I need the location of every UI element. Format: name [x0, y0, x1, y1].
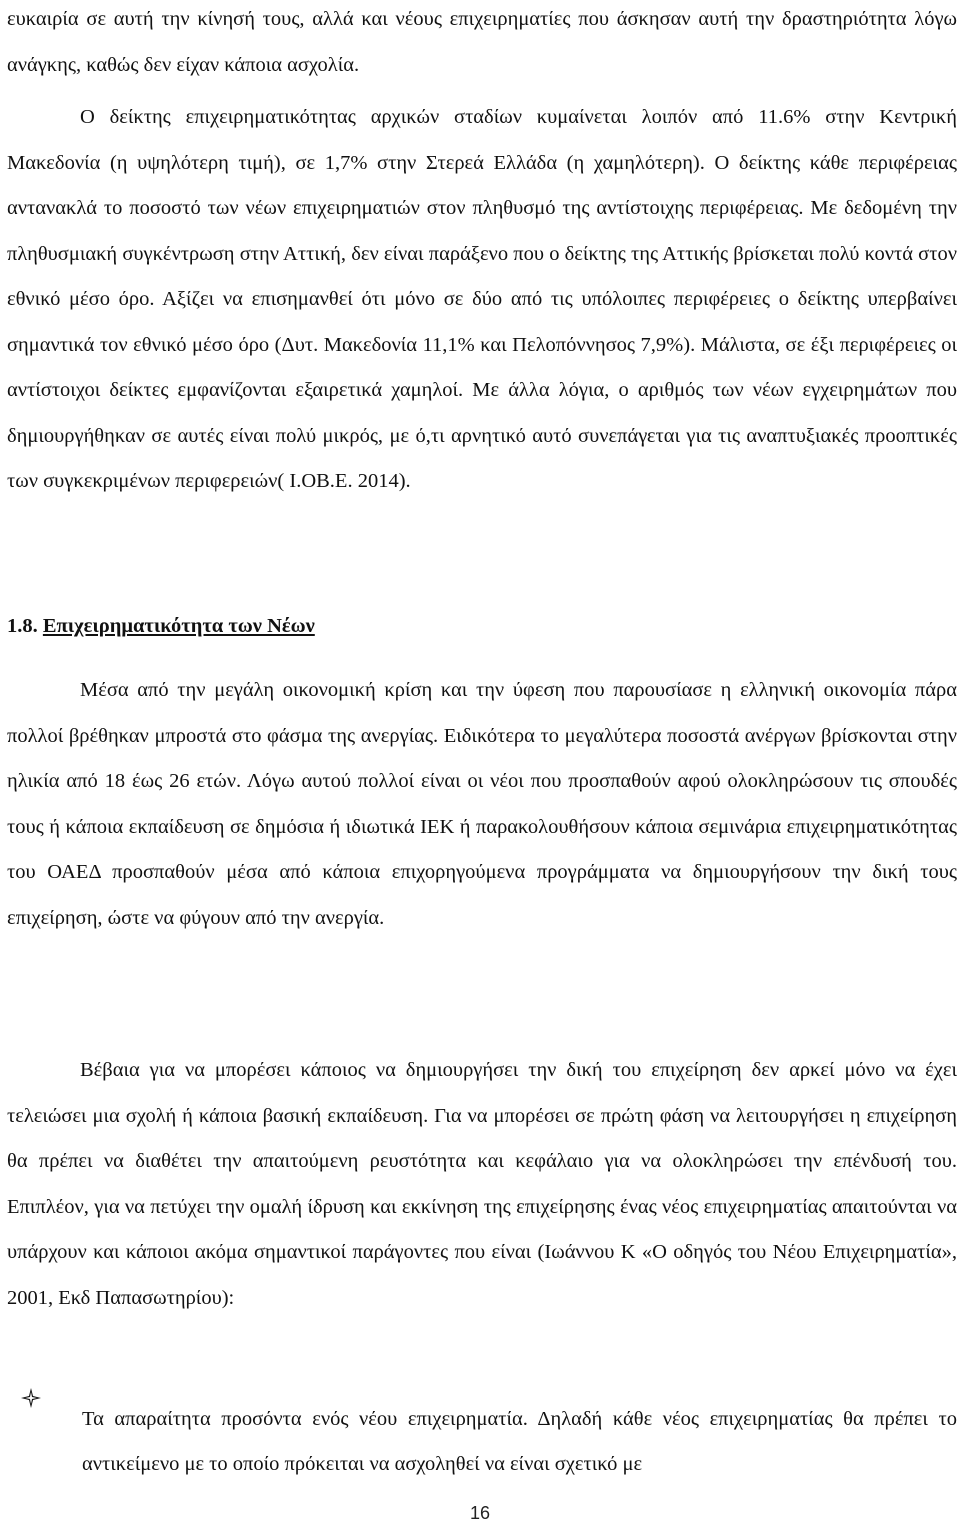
- paragraph-business-requirements: Βέβαια για να μπορέσει κάποιος να δημιουργήσει την δική του επιχείρηση δεν αρκεί μόνο να έχει τελειώσει μια σχολή ή κάποια βασική εκπαίδευση. Για να μπορέσει σε πρώτη φάση να λειτουργήσει η επιχείρηση θα πρέπει να διαθέτει την απαιτούμενη ρευστότητα και κεφάλαιο για να ολοκληρώσει την επένδυσή του. Επιπλέον, για να πετύχει την ομαλή ίδρυση και εκκίνηση της επιχείρησης ένας νέος επιχειρηματίας απαιτούνται να υπάρχουν και κάποιοι ακόμα σημαντικοί παράγοντες που είναι (Ιωάννου Κ «Ο οδηγός του Νέου Επιχειρηματία», 2001, Εκδ Παπασωτηρίου):: [7, 1059, 957, 1309]
- page-number: 16: [469, 1503, 491, 1523]
- bullet-text: Τα απαραίτητα προσόντα ενός νέου επιχειρηματία. Δηλαδή κάθε νέος επιχειρηματίας θα πρέπει το αντικείμενο με το οποίο πρόκειται να ασχοληθεί να είναι σχετικό με: [82, 1407, 957, 1475]
- bullet-item: [7, 1376, 957, 1508]
- paragraph-regional-index: Ο δείκτης επιχειρηματικότητας αρχικών σταδίων κυμαίνεται λοιπόν από 11.6% στην Κεντρική Μακεδονία (η υψηλότερη τιμή), σε 1,7% στην Στερεά Ελλάδα (η χαμηλότερη). Ο δείκτης κάθε περιφέρειας αντανακλά το ποσοστό των νέων επιχειρηματιών στον πληθυσμό της αντίστοιχης περιφέρειας. Με δεδομένη την πληθυσμιακή συγκέντρωση στην Αττική, δεν είναι παράξενο που ο δείκτης της Αττικής βρίσκεται πολύ κοντά στον εθνικό μέσο όρο. Αξίζει να επισημανθεί ότι μόνο σε δύο από τις υπόλοιπες περιφέρειες ο δείκτης υπερβαίνει σημαντικά τον εθνικό μέσο όρο (Δυτ. Μακεδονία 11,1% και Πελοπόννησος 7,9%). Μάλιστα, σε έξι περιφέρειες οι αντίστοιχοι δείκτες εμφανίζονται εξαιρετικά χαμηλοί. Με άλλα λόγια, ο αριθμός των νέων εγχειρημάτων που δημιουργήθηκαν σε αυτές είναι πολύ μικρός, με ό,τι αρνητικό αυτό συνεπάγεται για τις αναπτυξιακές προοπτικές των συγκεκριμένων περιφερειών( Ι.ΟΒ.Ε. 2014).: [7, 106, 957, 492]
- section-heading: [7, 604, 315, 649]
- diamond-bullet-icon: [21, 1388, 41, 1408]
- section-number: 1.8.: [7, 615, 38, 637]
- section-title: Επιχειρηματικότητα των Νέων: [42, 615, 315, 637]
- paragraph-youth-unemployment: Μέσα από την μεγάλη οικονομική κρίση και την ύφεση που παρουσίασε η ελληνική οικονομία πάρα πολλοί βρέθηκαν μπροστά στο φάσμα της ανεργίας. Ειδικότερα το μεγαλύτερα ποσοστά ανέργων βρίσκονται στην ηλικία από 18 έως 26 ετών. Λόγω αυτού πολλοί είναι οι νέοι που προσπαθούν αφού ολοκληρώσουν τις σπουδές τους ή κάποια εκπαίδευση σε δημόσια ή ιδιωτικά ΙΕΚ ή παρακολουθήσουν κάποια σεμινάρια επιχειρηματικότητας του ΟΑΕΔ προσπαθούν μέσα από κάποια επιχορηγούμενα προγράμματα να δημιουργήσουν την δική τους επιχείρηση, ώστε να φύγουν από την ανεργία.: [7, 679, 957, 929]
- paragraph-continuation: ευκαιρία σε αυτή την κίνησή τους, αλλά και νέους επιχειρηματίες που άσκησαν αυτή την δραστηριότητα λόγω ανάγκης, καθώς δεν είχαν κάποια ασχολία.: [7, 8, 957, 76]
